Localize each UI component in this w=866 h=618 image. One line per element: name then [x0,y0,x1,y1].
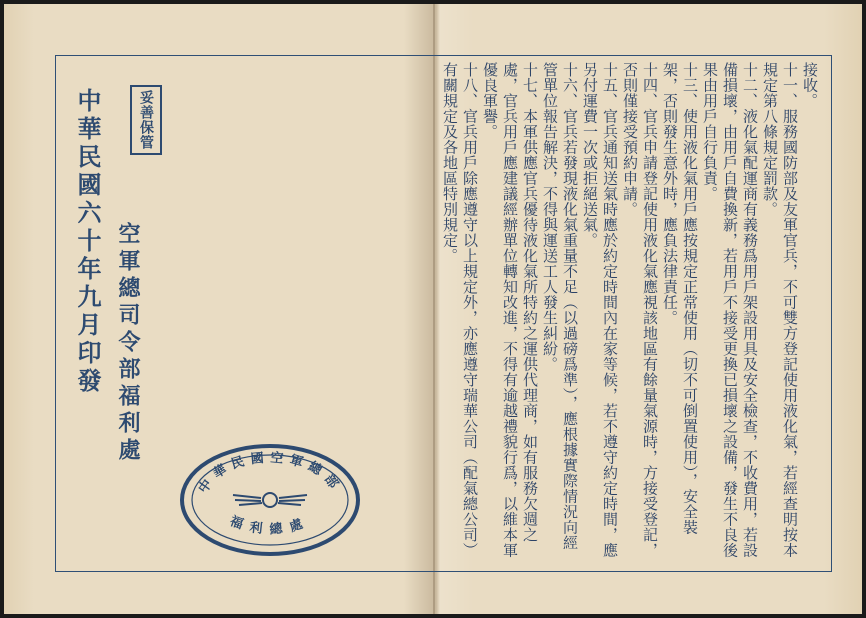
seal-bottom-text: 福利總處 [227,513,313,538]
clause-15: 十五、官兵通知送氣時應於約定時間內在家等候，若不遵守約定時間，應另付運費一次或拒絕送氣。 [581,62,619,558]
seal-top-text: 中華民國空軍總部 [195,450,345,497]
official-seal-stamp [175,440,365,560]
clause-11: 十一、服務國防部及友軍官兵，不可雙方登記使用液化氣，若經查明按本規定第八條規定罰款。 [761,62,799,558]
clause-14: 十四、官兵申請登記使用液化氣應視該地區有餘量氣源時，方接受登記，否則僅接受預約申請。 [621,62,659,558]
issue-date: 中華民國六十年九月印發 [73,88,102,396]
keep-safe-label: 妥善保管 [130,85,162,155]
clause-18: 十八、官兵用戶除應遵守以上規定外，亦應遵守瑞華公司（配氣總公司）有關規定及各地區特別規定。 [441,62,479,558]
air-force-wings-emblem [233,493,307,507]
clause-16: 十六、官兵若發現液化氣重量不足（以過磅爲準），應根據實際情況向經管單位報告解決，不得與運送工人發生糾紛。 [541,62,579,551]
clause-12: 十二、液化氣配運商有義務爲用戶架設用具及安全檢查，不收費用，若設備損壞，由用戶自費換新，若用戶不接受更換已損壞之設備，發生不良後果由用戶自行負責。 [701,62,759,558]
clause-17: 十七、本軍供應官兵優待液化氣所特約之運供代理商，如有服務欠週之處，官兵用戶應建議經辦單位轉知改進，不得有逾越禮貌行爲，以維本軍優良軍譽。 [481,62,539,558]
clause-continuation: 接收。 [801,62,819,109]
issuer-name: 空軍總司令部福利處 [115,222,141,465]
regulation-clauses [380,62,820,562]
clause-13: 十三、使用液化氣用戶應按規定正常使用（切不可倒置使用），安全裝架，否則發生意外時，應負法律責任。 [661,62,699,535]
